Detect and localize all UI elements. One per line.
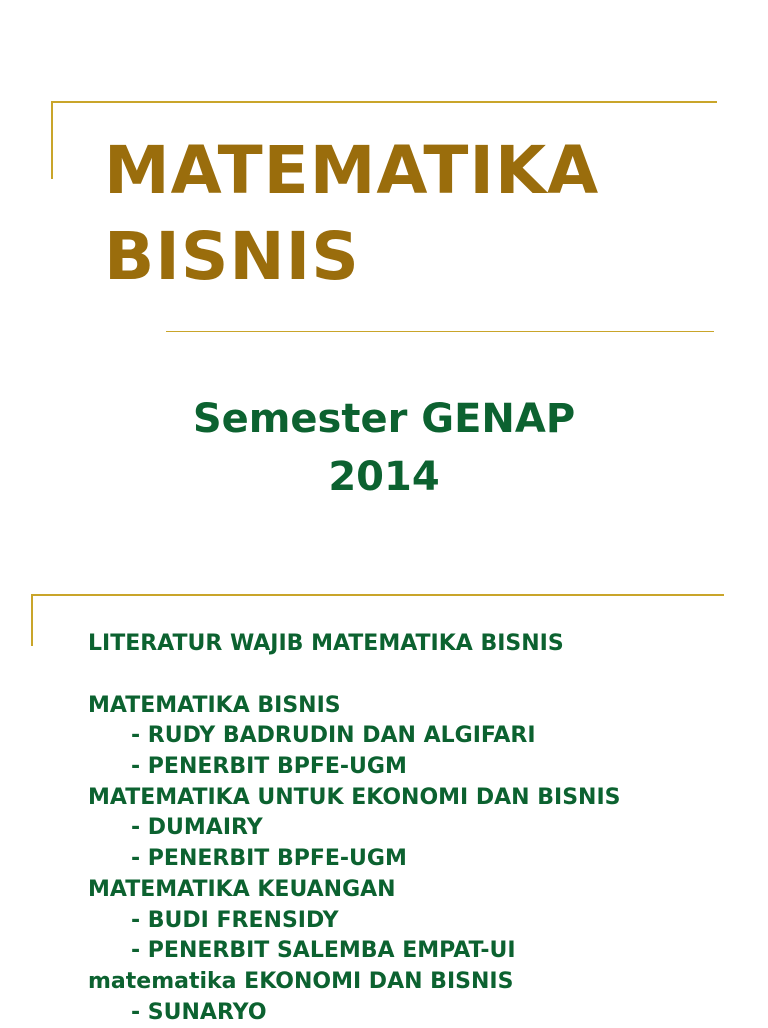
book-publisher: - PENERBIT SALEMBA EMPAT-UI bbox=[131, 938, 516, 964]
slide-title-line-2: BISNIS bbox=[104, 218, 360, 295]
book-title: MATEMATIKA UNTUK EKONOMI DAN BISNIS bbox=[88, 784, 621, 810]
book-author: - RUDY BADRUDIN DAN ALGIFARI bbox=[131, 723, 536, 749]
book-publisher: - PENERBIT BPFE-UGM bbox=[131, 754, 407, 780]
book-author: - SUNARYO bbox=[131, 999, 267, 1025]
slide-title bbox=[104, 128, 599, 300]
slide1-left-rule bbox=[51, 101, 53, 179]
slide2-left-rule bbox=[31, 594, 33, 646]
literature-list bbox=[88, 629, 748, 1028]
slide1-top-rule bbox=[51, 101, 717, 103]
book-publisher: - PENERBIT BPFE-UGM bbox=[131, 846, 407, 872]
subtitle-year: 2014 bbox=[328, 454, 440, 500]
slide-title-line-1: MATEMATIKA bbox=[104, 132, 600, 209]
book-title: matematika EKONOMI DAN BISNIS bbox=[88, 968, 514, 994]
slide-subtitle bbox=[0, 390, 768, 506]
book-title: MATEMATIKA KEUANGAN bbox=[88, 876, 396, 902]
book-author: - BUDI FRENSIDY bbox=[131, 907, 339, 933]
subtitle-semester: Semester GENAP bbox=[192, 396, 576, 442]
title-underline-rule bbox=[166, 331, 714, 332]
slide2-top-rule bbox=[31, 594, 724, 596]
book-title: MATEMATIKA BISNIS bbox=[88, 692, 341, 718]
book-author: - DUMAIRY bbox=[131, 815, 263, 841]
literature-heading: LITERATUR WAJIB MATEMATIKA BISNIS bbox=[88, 631, 564, 656]
